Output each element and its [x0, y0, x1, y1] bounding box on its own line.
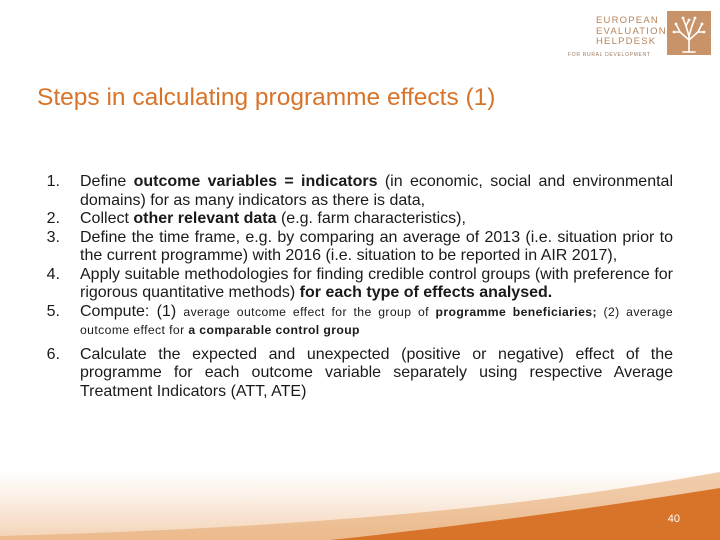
helpdesk-logo — [566, 10, 712, 66]
step-emphasis: other relevant data — [133, 210, 277, 227]
step-emphasis: outcome variables = indicators — [133, 173, 378, 190]
step-text: Calculate the expected and unexpected (positive or negative) effect of the programme for each outcome variable separately using respective Average Treatment Indicators (ATT, ATE) — [80, 345, 673, 400]
step-number: 6. — [46, 345, 60, 363]
logo-subtitle: FOR RURAL DEVELOPMENT — [568, 52, 651, 58]
logo-line-1: EUROPEAN — [596, 15, 659, 26]
footer-swoosh — [0, 470, 720, 540]
step-item — [18, 173, 673, 210]
logo-line-3: HELPDESK — [596, 36, 657, 47]
slide-title: Steps in calculating programme effects (1) — [37, 84, 496, 111]
step-text: Compute: (1) — [80, 302, 184, 320]
step-number: 4. — [46, 265, 60, 283]
step-text: (in economic, social and environmental domains) for as many indicators as there is data, — [80, 173, 673, 209]
step-number: 3. — [46, 228, 60, 246]
step-text: Apply suitable methodologies for finding credible control groups (with preference for rigorous quantitative methods) — [80, 265, 673, 301]
step-emphasis: a comparable control group — [188, 323, 360, 337]
step-item — [18, 229, 673, 266]
step-item — [18, 210, 673, 229]
step-number: 1. — [46, 173, 60, 190]
step-item — [18, 303, 673, 340]
step-text: Collect — [80, 210, 134, 227]
step-text: (e.g. farm characteristics), — [276, 210, 466, 227]
step-text: Define the time frame, e.g. by comparing an average of 2013 (i.e. situation prior to the current programme) with 2016 (i.e. situation to be reported in AIR 2017), — [80, 228, 673, 264]
tree-icon — [666, 10, 712, 56]
step-item — [18, 346, 673, 402]
logo-wordmark — [596, 16, 666, 48]
step-emphasis: for each type of effects analysed. — [299, 284, 553, 301]
steps-list — [18, 173, 673, 401]
step-emphasis: programme beneficiaries; — [435, 304, 597, 319]
step-number: 5. — [46, 302, 60, 320]
logo-line-2: EVALUATION — [596, 25, 667, 37]
step-text: average outcome effect for the group of — [183, 304, 436, 319]
step-number: 2. — [46, 210, 60, 227]
page-number: 40 — [667, 513, 680, 525]
step-item — [18, 266, 673, 303]
step-text: Define — [80, 173, 134, 190]
step-text: (2) average outcome effect for — [80, 304, 673, 337]
